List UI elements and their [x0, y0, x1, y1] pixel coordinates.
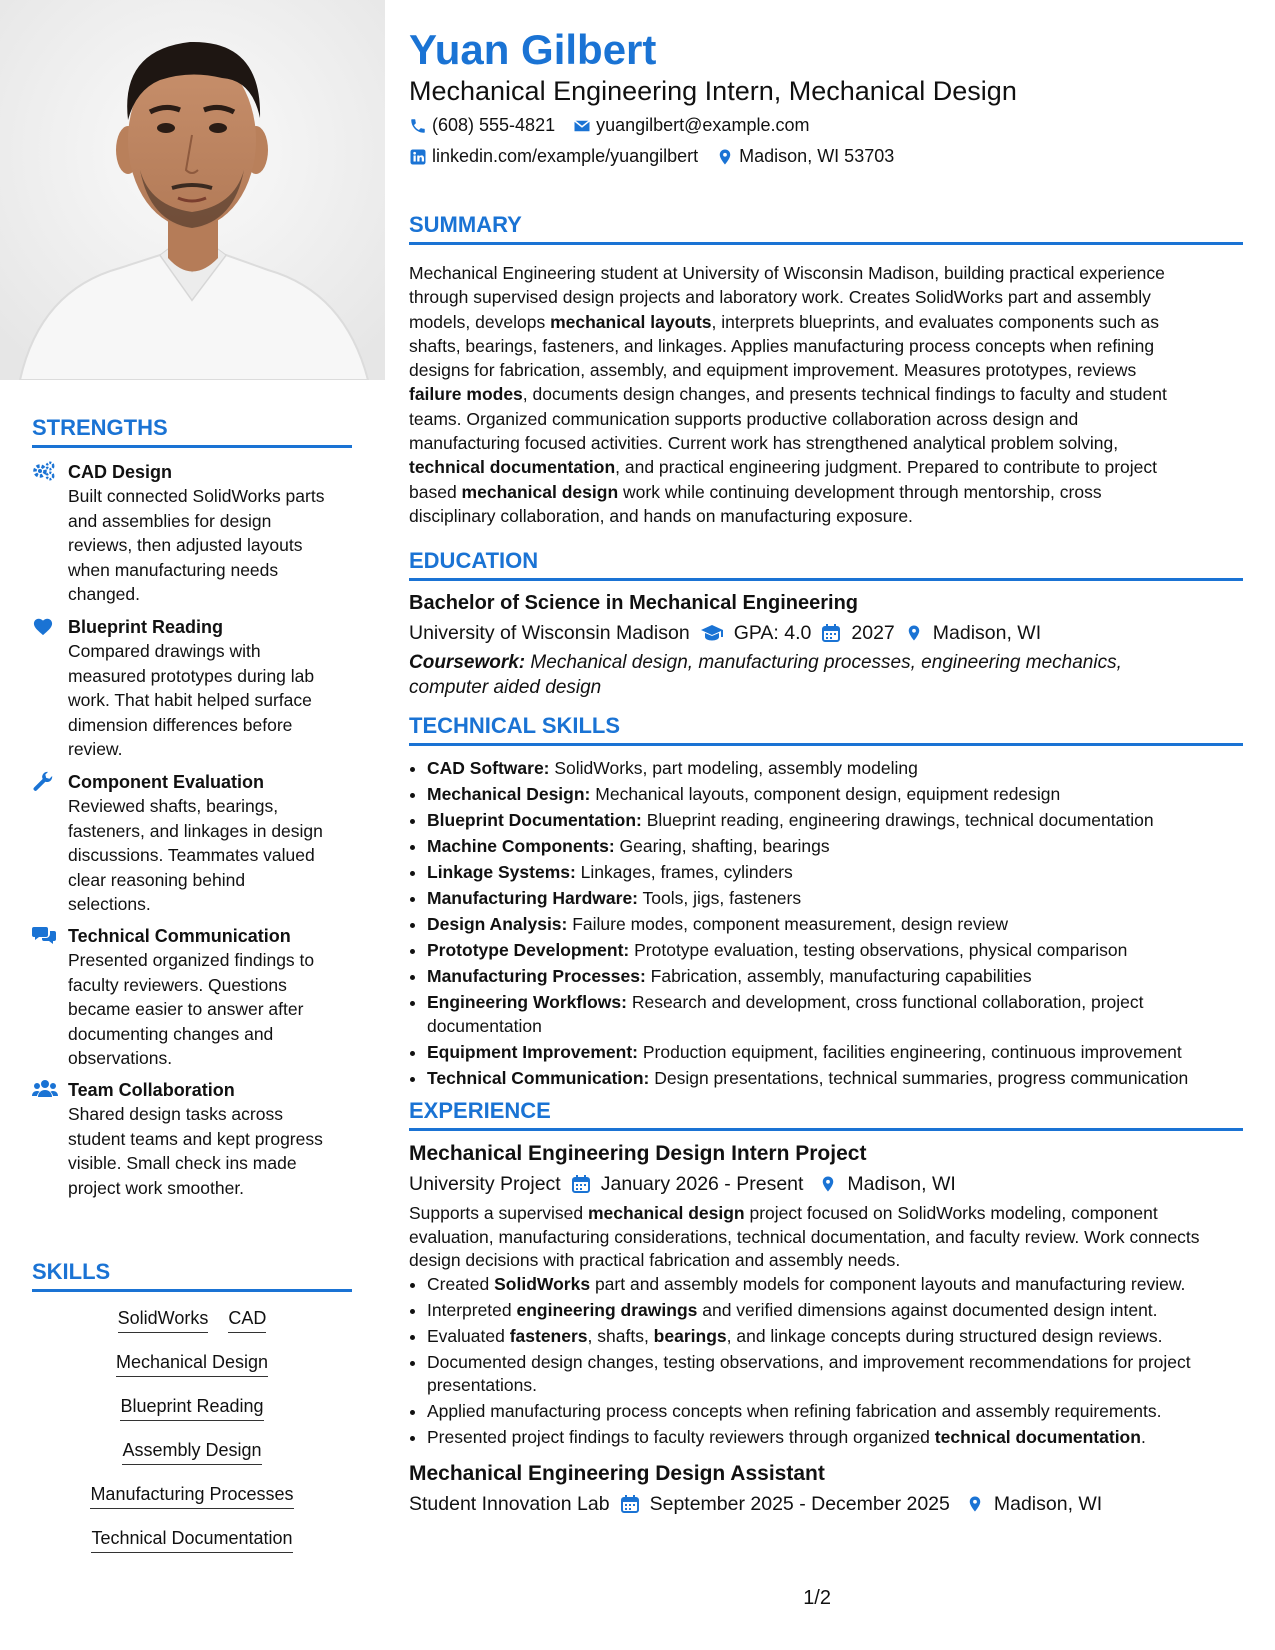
job-bullet [427, 1273, 1243, 1297]
text-run: , and linkage concepts during structured design reviews. [726, 1325, 1163, 1346]
map-pin-icon [716, 148, 734, 166]
strength-line: reviews, then adjusted layouts [68, 535, 303, 555]
text-run: Presented project findings to faculty reviewers through organized [427, 1427, 935, 1448]
map-pin-icon [905, 622, 923, 644]
technical-skill-item [427, 1040, 1227, 1064]
calendar-icon [620, 1494, 640, 1514]
job-title: Mechanical Engineering Design Assistant [409, 1461, 825, 1485]
education-heading: EDUCATION [409, 548, 1243, 581]
linkedin-text: linkedin.com/example/yuangilbert [432, 146, 699, 166]
technical-skill-label: Equipment Improvement: [427, 1042, 638, 1062]
degree: Bachelor of Science in Mechanical Engineering [409, 592, 859, 614]
technical-skill-item [427, 886, 1227, 910]
skill-row [32, 1528, 352, 1558]
summary-line [409, 358, 1243, 382]
summary-text [409, 261, 1243, 528]
job-bullet [427, 1351, 1243, 1398]
text-run: and verified dimensions against documented design intent. [697, 1299, 1158, 1320]
summary-line [409, 310, 1243, 334]
job-bullets [409, 1273, 1243, 1450]
strength-line: fasteners, and linkages in design [68, 820, 323, 841]
strength-text [68, 794, 362, 917]
technical-skill-item [427, 1066, 1227, 1090]
text-run: part and assembly models for component layouts and manufacturing review. [590, 1273, 1186, 1294]
technical-skill-label: Engineering Workflows: [427, 992, 627, 1012]
summary-line [409, 407, 1243, 431]
text-run: mechanical design [588, 1203, 745, 1223]
text-run: shafts, bearings, fasteners, and linkages. Applies manufacturing process concepts when refining [409, 335, 1155, 356]
summary-line [409, 334, 1243, 358]
school: University of Wisconsin Madison [409, 622, 690, 644]
job-summary [409, 1202, 1243, 1273]
job-org: University Project [409, 1173, 561, 1195]
text-run: engineering drawings [516, 1299, 698, 1320]
profile-photo [0, 0, 385, 380]
left-column [0, 0, 385, 1650]
technical-skill-text: Gearing, shafting, bearings [614, 836, 830, 856]
skill-tag: Manufacturing Processes [90, 1484, 293, 1509]
job-bullet [427, 1426, 1243, 1450]
text-run: project focused on SolidWorks modeling, component evaluation, manufacturing considerations, technical documentation, and faculty review. Work connects design decisions with practical fabrication and assembly needs. [409, 1203, 1200, 1271]
linkedin[interactable] [409, 146, 698, 167]
calendar-icon [821, 623, 841, 643]
education-meta [409, 618, 1243, 648]
strength-line: became easier to answer after [68, 999, 304, 1019]
strength-item [32, 770, 362, 917]
strength-item [32, 1078, 362, 1200]
text-run: Interpreted [427, 1299, 517, 1320]
technical-skill-label: Prototype Development: [427, 940, 630, 960]
text-run: technical documentation [934, 1427, 1141, 1448]
technical-skill-text: Prototype evaluation, testing observations, physical comparison [629, 940, 1128, 960]
phone-icon [409, 117, 427, 135]
strength-line: discussions. Teammates valued [68, 845, 315, 865]
strength-title: CAD Design [68, 462, 173, 482]
technical-skill-label: Mechanical Design: [427, 784, 591, 804]
summary-line [409, 455, 1243, 479]
experience-entry [409, 1140, 1243, 1450]
education-location: Madison, WI [932, 622, 1042, 644]
chat-bubbles-icon [32, 925, 56, 950]
strength-line: Presented organized findings to [68, 950, 315, 970]
text-run: technical documentation [409, 457, 616, 478]
strength-line: measured prototypes during lab [68, 665, 315, 686]
skill-tag: Assembly Design [122, 1440, 261, 1465]
job-meta [409, 1168, 1243, 1200]
skill-tag: SolidWorks [118, 1308, 209, 1333]
skill-tag: Blueprint Reading [120, 1396, 263, 1421]
text-run: manufacturing focused activities. Current work has strengthened analytical problem solving, [409, 433, 1119, 454]
coursework [409, 651, 1243, 700]
job-dates: January 2026 - Present [600, 1173, 804, 1195]
strength-line: dimension differences before [68, 714, 293, 735]
summary-line [409, 261, 1243, 285]
skill-row [32, 1352, 352, 1382]
strength-line: Built connected SolidWorks parts [68, 486, 325, 506]
text-run: disciplinary collaboration, and hands on manufacturing exposure. [409, 505, 913, 526]
technical-skill-item [427, 860, 1227, 884]
job-location: Madison, WI [847, 1173, 956, 1195]
location [716, 146, 894, 167]
strength-line: project work smoother. [68, 1177, 245, 1198]
technical-skill-label: Blueprint Documentation: [427, 810, 642, 830]
technical-skill-item [427, 782, 1227, 806]
strength-line: and assemblies for design [68, 510, 272, 531]
job-bullet [427, 1400, 1243, 1424]
job-title: Mechanical Engineering Intern, Mechanical Design [409, 76, 1017, 106]
summary-line [409, 504, 1243, 528]
coursework-line-1: Mechanical design, manufacturing processes, engineering mechanics, [525, 652, 1122, 673]
wrench-icon [32, 771, 54, 798]
technical-skill-label: CAD Software: [427, 758, 550, 778]
strength-text [68, 948, 362, 1071]
skill-row [32, 1440, 352, 1470]
strength-line: when manufacturing needs [68, 559, 279, 580]
strength-line: Shared design tasks across [68, 1104, 283, 1124]
text-run: , interprets blueprints, and evaluates components such as [711, 311, 1160, 332]
page-number: 1/2 [803, 1587, 831, 1609]
strength-line: clear reasoning behind [68, 869, 246, 890]
job-org: Student Innovation Lab [409, 1492, 610, 1515]
skill-tag: Technical Documentation [91, 1528, 292, 1553]
text-run: mechanical layouts [550, 311, 712, 332]
technical-skill-text: Failure modes, component measurement, design review [567, 914, 1009, 934]
strength-line: observations. [68, 1048, 173, 1068]
calendar-icon [571, 1174, 591, 1194]
technical-skill-text: Design presentations, technical summaries, progress communication [649, 1068, 1189, 1088]
strength-item [32, 460, 362, 607]
technical-skill-text: Fabrication, assembly, manufacturing capabilities [645, 966, 1032, 986]
strength-title: Component Evaluation [68, 772, 265, 792]
skill-tag: Mechanical Design [116, 1352, 268, 1377]
graduation-cap-icon [700, 623, 724, 643]
skill-row [32, 1308, 352, 1338]
technical-skill-item [427, 834, 1227, 858]
technical-skill-label: Machine Components: [427, 836, 615, 856]
technical-skill-item [427, 756, 1227, 780]
summary-heading: SUMMARY [409, 212, 1243, 245]
strength-line: work. That habit helped surface [68, 690, 312, 710]
text-run: mechanical design [461, 481, 619, 502]
job-bullet [427, 1325, 1243, 1349]
technical-skill-label: Manufacturing Processes: [427, 966, 646, 986]
text-run: , shafts, [587, 1325, 654, 1346]
strength-line: selections. [68, 894, 151, 914]
text-run: Mechanical Engineering student at University of Wisconsin Madison, building practical experience [409, 263, 1165, 283]
experience-heading: EXPERIENCE [409, 1098, 1243, 1131]
strengths-heading: STRENGTHS [32, 415, 352, 448]
strength-line: documenting changes and [68, 1023, 274, 1044]
job-meta [409, 1488, 1243, 1520]
skills-heading: SKILLS [32, 1259, 352, 1292]
experience-entry [409, 1460, 1243, 1520]
technical-skill-item [427, 990, 1227, 1038]
technical-skill-item [427, 808, 1227, 832]
skill-row [32, 1396, 352, 1426]
text-run: bearings [653, 1325, 727, 1346]
technical-skill-text: Research and development, cross functional collaboration, project documentation [427, 992, 1144, 1036]
strength-line: Reviewed shafts, bearings, [68, 796, 279, 816]
strength-line: review. [68, 739, 123, 759]
text-run: failure modes [409, 384, 523, 405]
technical-skills-list [409, 756, 1227, 1092]
strength-item [32, 924, 362, 1071]
technical-skill-text: Blueprint reading, engineering drawings, technical documentation [641, 810, 1154, 830]
text-run: fasteners [509, 1325, 588, 1346]
candidate-name: Yuan Gilbert [409, 26, 657, 73]
text-run: Applied manufacturing process concepts when refining fabrication and assembly requirements. [427, 1401, 1162, 1422]
strength-line: faculty reviewers. Questions [68, 974, 287, 995]
text-run: through supervised design projects and laboratory work. Creates SolidWorks part and assembly [409, 287, 1151, 308]
text-run: designs for fabrication, assembly, and equipment improvement. Measures prototypes, reviews [409, 360, 1137, 381]
text-run: SolidWorks [494, 1273, 591, 1294]
education-entry [409, 590, 1243, 700]
skill-tag: CAD [228, 1308, 266, 1333]
job-title: Mechanical Engineering Design Intern Project [409, 1142, 867, 1165]
technical-skill-text: Mechanical layouts, component design, equipment redesign [590, 784, 1061, 804]
summary-line [409, 431, 1243, 455]
technical-skills-heading: TECHNICAL SKILLS [409, 713, 1243, 746]
email[interactable] [573, 115, 809, 136]
experience-list [409, 1140, 1243, 1520]
linkedin-icon [409, 148, 427, 166]
text-run: teams. Organized communication supports productive collaboration across design and [409, 408, 1079, 429]
location-text: Madison, WI 53703 [739, 146, 895, 166]
contact-row-2 [409, 146, 894, 167]
text-run: models, develops [409, 311, 551, 332]
job-location: Madison, WI [993, 1492, 1103, 1515]
summary-line [409, 285, 1243, 309]
strength-line: visible. Small check ins made [68, 1153, 297, 1173]
job-bullet [427, 1299, 1243, 1323]
technical-skill-label: Manufacturing Hardware: [427, 888, 638, 908]
text-run: Documented design changes, testing observations, and improvement recommendations for project presentations. [427, 1351, 1191, 1396]
coursework-line-2: computer aided design [409, 676, 602, 698]
phone-text: (608) 555-4821 [432, 115, 556, 135]
strength-line: changed. [68, 584, 141, 604]
envelope-icon [573, 117, 591, 135]
text-run: , and practical engineering judgment. Prepared to contribute to project [615, 457, 1157, 478]
job-dates: September 2025 - December 2025 [649, 1492, 950, 1515]
strength-item [32, 615, 362, 762]
strength-text [68, 1102, 362, 1200]
skill-row [32, 1484, 352, 1514]
text-run: Supports a supervised [409, 1203, 588, 1223]
users-icon [32, 1079, 58, 1104]
text-run: Evaluated [427, 1325, 510, 1346]
grad-year: 2027 [851, 622, 895, 644]
strength-text [68, 639, 362, 762]
technical-skill-text: SolidWorks, part modeling, assembly modeling [549, 758, 918, 778]
map-pin-icon [966, 1493, 984, 1515]
technical-skill-item [427, 912, 1227, 936]
strength-title: Technical Communication [68, 926, 291, 946]
strength-title: Team Collaboration [68, 1080, 235, 1100]
strength-line: student teams and kept progress [68, 1128, 323, 1149]
technical-skill-item [427, 938, 1227, 962]
summary-line [409, 480, 1243, 504]
technical-skill-text: Linkages, frames, cylinders [575, 862, 793, 882]
coursework-label: Coursework: [409, 652, 526, 673]
technical-skill-label: Linkage Systems: [427, 862, 576, 882]
strength-title: Blueprint Reading [68, 617, 224, 637]
strength-text [68, 484, 362, 607]
technical-skill-label: Design Analysis: [427, 914, 568, 934]
contact-row-1 [409, 115, 809, 136]
summary-line [409, 382, 1243, 406]
text-run: work while continuing development through mentorship, cross [618, 481, 1102, 502]
skills-tags [32, 1308, 352, 1572]
technical-skill-text: Tools, jigs, fasteners [638, 888, 802, 908]
text-run: Created [427, 1273, 495, 1294]
gears-icon [32, 461, 56, 486]
email-text: yuangilbert@example.com [596, 115, 810, 135]
phone[interactable] [409, 115, 555, 136]
technical-skill-text: Production equipment, facilities engineering, continuous improvement [638, 1042, 1182, 1062]
text-run: based [409, 481, 462, 502]
strength-line: Compared drawings with [68, 641, 261, 661]
gpa: GPA: 4.0 [733, 622, 812, 644]
text-run: . [1140, 1427, 1146, 1448]
map-pin-icon [819, 1173, 837, 1195]
technical-skill-item [427, 964, 1227, 988]
text-run: , documents design changes, and presents technical findings to faculty and student [522, 384, 1167, 405]
technical-skill-label: Technical Communication: [427, 1068, 650, 1088]
heart-icon [32, 616, 54, 641]
